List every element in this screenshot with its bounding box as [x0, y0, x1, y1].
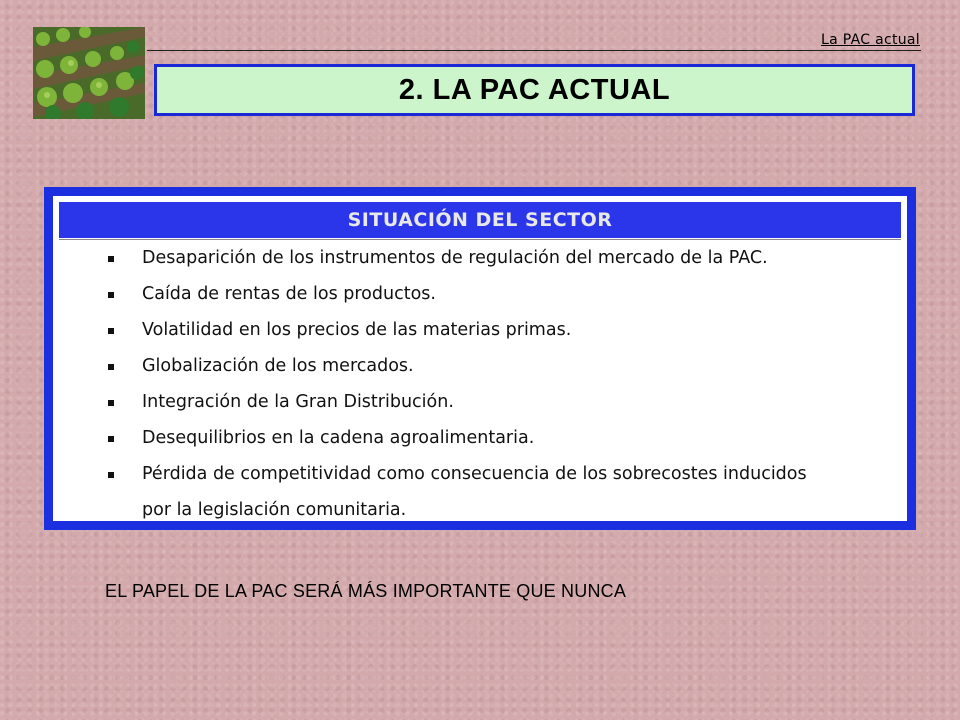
list-item-text: Desequilibrios en la cadena agroalimentaria. — [142, 428, 535, 448]
bullet-icon — [108, 292, 114, 298]
bullet-icon — [108, 328, 114, 334]
list-item — [53, 420, 907, 456]
page-title: 2. LA PAC ACTUAL — [398, 73, 671, 106]
list-item — [53, 240, 907, 276]
section-label: La PAC actual — [821, 32, 920, 48]
bullet-icon — [108, 364, 114, 370]
bullet-icon — [108, 256, 114, 262]
situation-panel-body — [51, 194, 909, 523]
list-item — [53, 456, 907, 492]
situation-panel — [44, 187, 916, 530]
header-divider — [147, 50, 921, 51]
list-item-text: Pérdida de competitividad como consecuencia de los sobrecostes inducidos — [142, 464, 807, 484]
panel-heading-bar — [59, 202, 901, 238]
list-item-continuation — [53, 492, 907, 528]
title-box — [154, 64, 915, 116]
bullet-icon — [108, 400, 114, 406]
list-item-text: Integración de la Gran Distribución. — [142, 392, 454, 412]
list-item — [53, 384, 907, 420]
lettuce-field-photo — [33, 27, 145, 119]
list-item-text: Desaparición de los instrumentos de regulación del mercado de la PAC. — [142, 248, 768, 268]
panel-heading: SITUACIÓN DEL SECTOR — [347, 209, 613, 231]
list-item — [53, 276, 907, 312]
list-item-text: Caída de rentas de los productos. — [142, 284, 436, 304]
situation-list — [53, 240, 907, 528]
bullet-icon — [108, 472, 114, 478]
list-item — [53, 312, 907, 348]
list-item-text: por la legislación comunitaria. — [142, 500, 407, 520]
list-item — [53, 348, 907, 384]
list-item-text: Globalización de los mercados. — [142, 356, 414, 376]
bullet-icon — [108, 436, 114, 442]
list-item-text: Volatilidad en los precios de las materias primas. — [142, 320, 572, 340]
conclusion-text: EL PAPEL DE LA PAC SERÁ MÁS IMPORTANTE QUE NUNCA — [105, 581, 627, 601]
